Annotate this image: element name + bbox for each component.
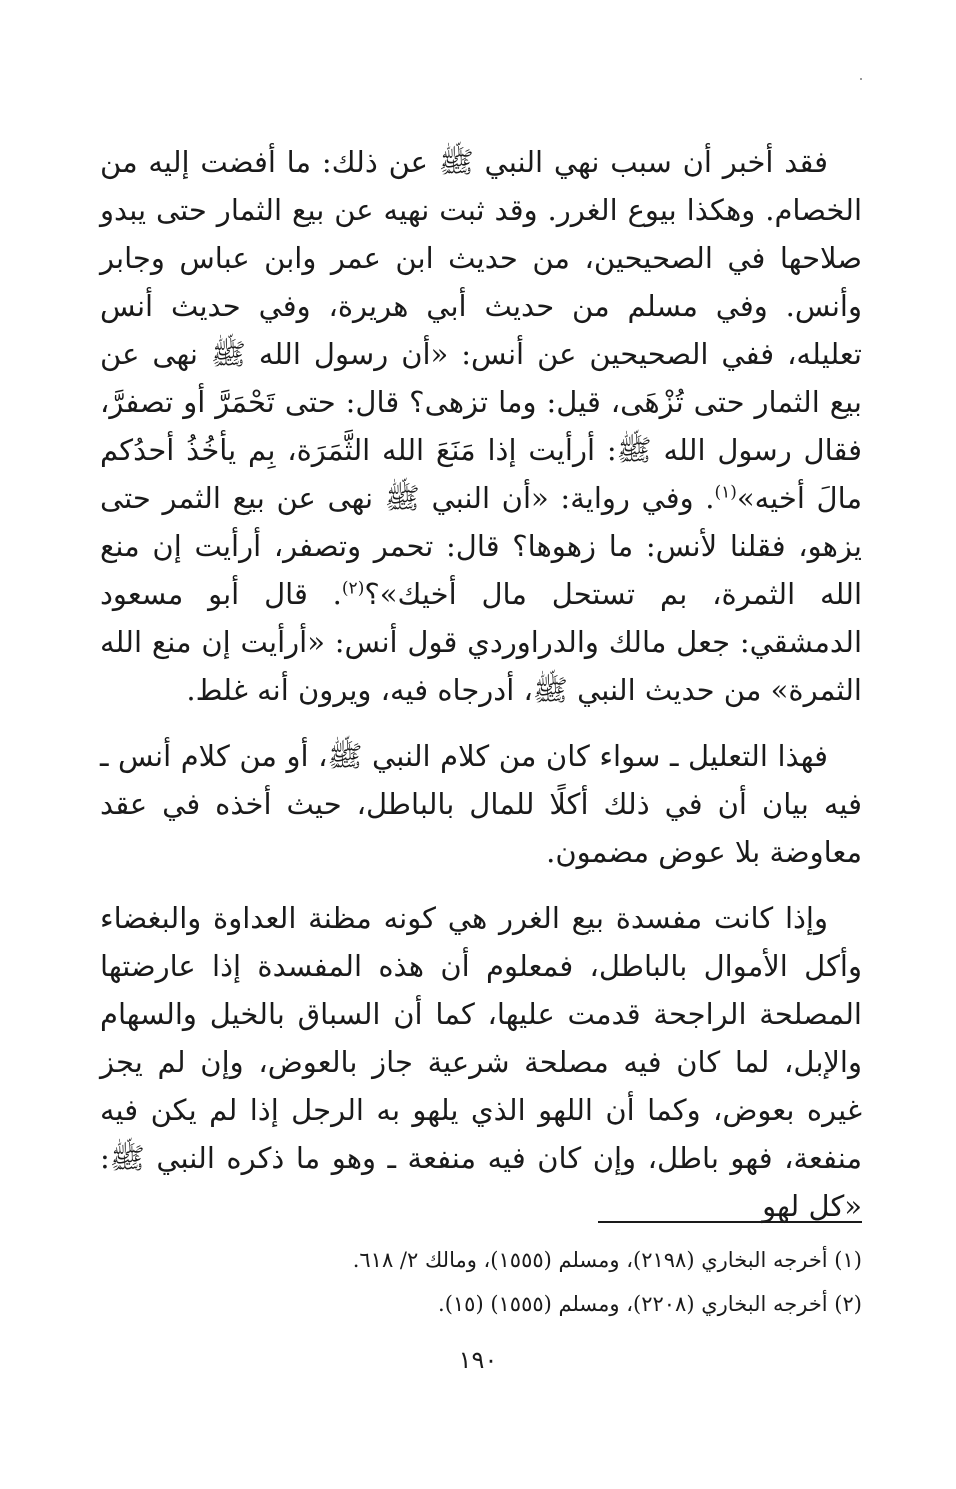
paragraph-1-text-a: فقد أخبر أن سبب نهي النبي ﷺ عن ذلك: ما أفضت إليه من الخصام. وهكذا بيوع الغرر. وقد ثبت نهيه عن بيع الثمار حتى يبدو صلاحها في الصحيحين، من حديث ابن عمر وابن عباس وجابر وأنس. وفي مسلم من حديث أبي هريرة، وفي حديث أنس تعليله، ففي الصحيحين عن أنس: «أن رسول الله ﷺ نهى عن بيع الثمار حتى تُزْهَى، قيل: وما تزهى؟ قال: حتى تَحْمَرَّ أو تصفرَّ، فقال رسول الله ﷺ: أرأيت إذا مَنَعَ الله الثَّمَرَة، بِم يأخُذُ أحدُكم مالَ أخيه» xyxy=(100,145,862,515)
footnote-2: (٢) أخرجه البخاري (٢٢٠٨)، ومسلم (١٥٥٥) (١٥). xyxy=(438,1292,862,1316)
footnote-1: (١) أخرجه البخاري (٢١٩٨)، ومسلم (١٥٥٥)، ومالك ٢/ ٦١٨. xyxy=(352,1248,862,1272)
paragraph-3: وإذا كانت مفسدة بيع الغرر هي كونه مظنة العداوة والبغضاء وأكل الأموال بالباطل، فمعلوم أن هذه المفسدة إذا عارضتها المصلحة الراجحة قدمت عليها، كما أن السباق بالخيل والسهام والإبل، لما كان فيه مصلحة شرعية جاز بالعوض، وإن لم يجز غيره بعوض، وكما أن اللهو الذي يلهو به الرجل إذا لم يكن فيه منفعة، فهو باطل، وإن كان فيه منفعة ـ وهو ما ذكره النبي ﷺ: «كل لهو xyxy=(100,901,862,1223)
paragraph-1 xyxy=(100,138,862,714)
footnote-ref-2[interactable]: (٢) xyxy=(341,578,365,599)
page-number: ١٩٠ xyxy=(458,1346,498,1374)
page-body xyxy=(100,138,862,1248)
footnote-ref-1[interactable]: (١) xyxy=(714,482,737,503)
paragraph-2: فهذا التعليل ـ سواء كان من كلام النبي ﷺ، أو من كلام أنس ـ فيه بيان أن في ذلك أكلًا للمال بالباطل، حيث أخذه في عقد معاوضة بلا عوض مضمون. xyxy=(100,739,862,869)
paragraph-1-text-c: . قال أبو مسعود الدمشقي: جعل مالك والدراوردي قول أنس: «أرأيت إن منع الله الثمرة» من حديث النبي ﷺ، أدرجاه فيه، ويرون أنه غلط. xyxy=(100,577,862,707)
footnote-divider xyxy=(598,1221,862,1223)
scan-dot xyxy=(860,78,862,80)
paragraph-1-text-b: . وفي رواية: «أن النبي ﷺ نهى عن بيع الثمر حتى يزهو، فقلنا لأنس: ما زهوها؟ قال: تحمر وتصفر، أرأيت إن منع الله الثمرة، بم تستحل مال أخيك»؟ xyxy=(100,481,863,611)
footnotes xyxy=(162,1238,862,1326)
